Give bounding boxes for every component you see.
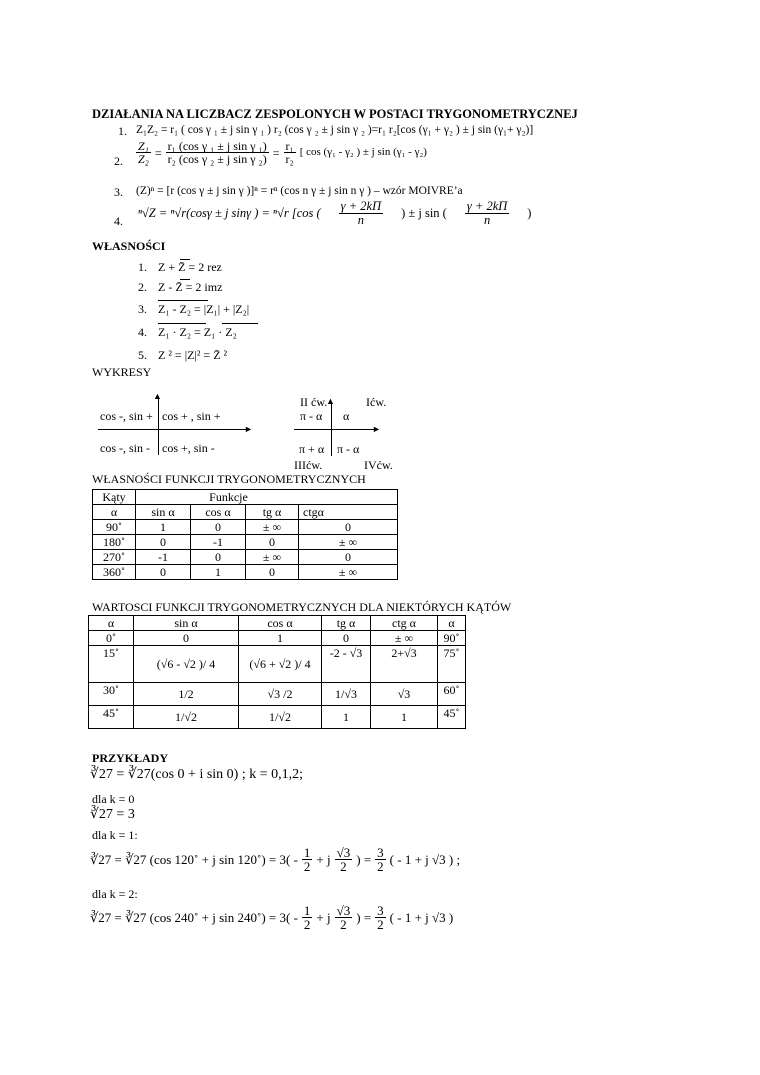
table-row [89, 706, 466, 729]
operation-3-formula: (Z)ⁿ = [r (cos γ ± j sin γ )]ⁿ = rⁿ (cos n γ ± j sin n γ ) – wzór MOIVRE’a [136, 185, 463, 197]
page-title: DZIAŁANIA NA LICZBACZ ZESPOLONYCH W POSTACI TRYGONOMETRYCZNEJ [92, 107, 578, 121]
table-cell: 0 [299, 520, 398, 535]
table-cell: 0 [134, 631, 239, 646]
k1-fraction-1: $\frac{1}{2}$ [303, 845, 311, 874]
table-cell: 0 [136, 535, 191, 550]
table-row [89, 683, 466, 706]
table-cell: 360˚ [93, 565, 136, 580]
table-header-row [89, 616, 466, 631]
table-cell: √3 [371, 683, 438, 706]
chart1-quadrant-1: cos + , sin + [162, 409, 221, 423]
chart1-quadrant-2: cos -, sin + [100, 409, 153, 423]
table-cell: -1 [136, 550, 191, 565]
operation-2-number: 2. [114, 154, 123, 168]
table-row [93, 535, 398, 550]
property-5: Z ² = |Z|² = Z̄ ² [158, 348, 228, 362]
operation-4-formula: ⁿ√Z = ⁿ√r(cosγ ± j sinγ ) = ⁿ√r [cos ( $\frac{\gamma + 2k\Pi}{n}$ ) ± j sin ( $\frac{\gamma + 2k\Pi}{n}$ ) [138, 199, 532, 227]
table-cell: (√6 + √2 )/ 4 [239, 646, 322, 683]
table-cell: 2+√3 [371, 646, 438, 683]
k1-fraction-3: $\frac{3}{2}$ [377, 845, 384, 874]
table-header-row [93, 490, 398, 505]
example-k0-label: dla k = 0 [92, 792, 135, 806]
table-cell: 270˚ [93, 550, 136, 565]
table-cell: 1 [136, 520, 191, 535]
table-cell: 1 [371, 706, 438, 729]
properties-title: WŁASNOŚCI [92, 239, 166, 253]
chart1-y-arrow-icon: ▲ [153, 391, 162, 401]
property-3-number: 3. [138, 302, 147, 316]
table-cell: 0 [246, 565, 299, 580]
op4-fraction-1: $\frac{\gamma + 2k\Pi}{n}$ [340, 199, 382, 227]
table-header-cell: tg α [246, 505, 299, 520]
table-header-row [93, 505, 398, 520]
property-1: Z + Z̄ = 2 rez [158, 260, 222, 274]
table-cell: 1 [191, 565, 246, 580]
property-4-number: 4. [138, 325, 147, 339]
example-k2-equation: ∛27 = ∛27 (cos 240˚ + j sin 240˚) = 3( - $\frac{1}{2}$ + j $\frac{√3}{2}$ ) = $\frac{3}{2}$ ( - 1 + j √3 ) [90, 903, 454, 932]
table-cell: 1 [239, 631, 322, 646]
table-row [89, 631, 466, 646]
table-cell: 90˚ [438, 631, 466, 646]
table-row [93, 565, 398, 580]
operation-4-number: 4. [114, 214, 123, 228]
operation-1-number: 1. [118, 124, 127, 138]
table-cell: 90˚ [93, 520, 136, 535]
chart2-quadrant-3-label: IIIćw. [294, 458, 323, 472]
example-k1-equation: ∛27 = ∛27 (cos 120˚ + j sin 120˚) = 3( - $\frac{1}{2}$ + j $\frac{√3}{2}$ ) = $\frac{3}{2}$ ( - 1 + j √3 ) ; [90, 845, 461, 874]
op4-fraction-2: $\frac{\gamma + 2k\Pi}{n}$ [466, 199, 508, 227]
table-row [93, 520, 398, 535]
table-header-cell: cos α [239, 616, 322, 631]
table-cell: 1 [322, 706, 371, 729]
table-cell: -2 - √3 [322, 646, 371, 683]
property-1-number: 1. [138, 260, 147, 274]
charts-title: WYKRESY [92, 365, 152, 379]
operation-2-formula: $\frac{\text{Z₁}}{\text{Z₂}}$ = $\frac{\text{r₁ (cos γ ₁ ± j sin γ ₁)}}{\text{r₂ (cos γ ₂ ± j sin γ ₂)}}$ = $\frac{\text{r₁}}{\text{r₂}}$ [ cos (γ₁ - γ₂ ) ± j sin (γ₁ - γ₂) [138, 139, 427, 166]
chart2-quadrant-4: π - α [337, 442, 360, 456]
table-cell: 0 [299, 550, 398, 565]
table-cell: ± ∞ [299, 535, 398, 550]
overline [180, 259, 190, 260]
k1-fraction-2: $\frac{√3}{2}$ [336, 845, 351, 874]
table-cell: 0 [246, 535, 299, 550]
trig-values-table [88, 615, 466, 729]
table-cell: 0˚ [89, 631, 134, 646]
table-header-cell: ctgα [299, 505, 398, 520]
examples-title: PRZYKŁADY [92, 751, 169, 765]
chart2-quadrant-3: π + α [299, 442, 325, 456]
chart2-x-arrow-icon: ► [372, 424, 381, 434]
chart1-y-axis [158, 397, 159, 455]
chart2-x-axis [294, 429, 374, 430]
chart1-quadrant-4: cos +, sin - [162, 441, 215, 455]
trig-properties-table [92, 489, 398, 580]
table-row [89, 646, 466, 683]
chart2-y-arrow-icon: ▲ [326, 396, 335, 406]
table-row [93, 550, 398, 565]
operation-3-number: 3. [114, 185, 123, 199]
table2-title: WARTOSCI FUNKCJI TRYGONOMETRYCZNYCH DLA NIEKTÓRYCH KĄTÓW [92, 600, 512, 614]
table-cell: 1/√3 [322, 683, 371, 706]
chart2-quadrant-2: π - α [300, 409, 323, 423]
table-header-cell: ctg α [371, 616, 438, 631]
overline [158, 300, 208, 301]
table-cell: 1/√2 [134, 706, 239, 729]
example-k1-label: dla k = 1: [92, 828, 138, 842]
table-header-cell: Funkcje [136, 490, 398, 505]
table1-title: WŁASNOŚCI FUNKCJI TRYGONOMETRYCZNYCH [92, 472, 366, 486]
overline [222, 323, 258, 324]
chart2-quadrant-1: α [343, 409, 350, 423]
operation-1-formula: Z₁Z₂ = r₁ ( cos γ ₁ ± j sin γ ₁ ) r₂ (cos γ ₂ ± j sin γ ₂ )=r₁ r₂[cos (γ₁ + γ₂ ) ± j sin (γ₁+ γ₂)] [136, 124, 534, 136]
example-line-1: ∛27 = ∛27(cos 0 + i sin 0) ; k = 0,1,2; [90, 767, 304, 782]
chart2-quadrant-2-label: II ćw. [300, 395, 328, 409]
table-header-cell: α [93, 505, 136, 520]
table-cell: 45˚ [438, 706, 466, 729]
table-cell: -1 [191, 535, 246, 550]
table-header-cell: α [89, 616, 134, 631]
table-cell: ± ∞ [246, 520, 299, 535]
op2-r-fraction: $\frac{\text{r₁}}{\text{r₂}}$ [285, 139, 294, 166]
table-header-cell: sin α [134, 616, 239, 631]
property-2: Z - Z̄ = 2 imz [158, 280, 223, 294]
table-cell: 0 [191, 520, 246, 535]
table-cell: 15˚ [89, 646, 134, 683]
table-cell: 180˚ [93, 535, 136, 550]
chart2-quadrant-4-label: IVćw. [364, 458, 393, 472]
table-cell: ± ∞ [246, 550, 299, 565]
table-cell: 60˚ [438, 683, 466, 706]
table-header-cell: cos α [191, 505, 246, 520]
chart1-quadrant-3: cos -, sin - [100, 441, 150, 455]
table-cell: ± ∞ [371, 631, 438, 646]
chart2-quadrant-1-label: Ićw. [366, 395, 387, 409]
k2-fraction-1: $\frac{1}{2}$ [303, 903, 311, 932]
overline [180, 279, 190, 280]
chart1-x-arrow-icon: ► [244, 424, 253, 434]
property-4: Z₁ · Z₂ = Z₁ · Z₂ [158, 325, 237, 339]
table-cell: 45˚ [89, 706, 134, 729]
table-header-cell: α [438, 616, 466, 631]
table-cell: √3 /2 [239, 683, 322, 706]
table-cell: 75˚ [438, 646, 466, 683]
table-cell: 1/2 [134, 683, 239, 706]
table-cell: 0 [191, 550, 246, 565]
chart1-x-axis [98, 429, 246, 430]
table-header-cell: tg α [322, 616, 371, 631]
table-cell: 1/√2 [239, 706, 322, 729]
table-cell: 30˚ [89, 683, 134, 706]
property-5-number: 5. [138, 348, 147, 362]
table-header-cell: Kąty [93, 490, 136, 505]
table-cell: (√6 - √2 )/ 4 [134, 646, 239, 683]
table-header-cell: sin α [136, 505, 191, 520]
table-cell: 0 [136, 565, 191, 580]
op2-mid-fraction: $\frac{\text{r₁ (cos γ ₁ ± j sin γ ₁)}}{\text{r₂ (cos γ ₂ ± j sin γ ₂)}}$ [167, 139, 267, 166]
k2-fraction-3: $\frac{3}{2}$ [377, 903, 384, 932]
example-k0-equation: ∛27 = 3 [90, 807, 135, 822]
overline [158, 323, 206, 324]
property-3: Z₁ - Z₂ = |Z₁| + |Z₂| [158, 302, 250, 316]
table-cell: 0 [322, 631, 371, 646]
op2-lhs-fraction: $\frac{\text{Z₁}}{\text{Z₂}}$ [138, 139, 149, 166]
k2-fraction-2: $\frac{√3}{2}$ [336, 903, 351, 932]
table-cell: ± ∞ [299, 565, 398, 580]
property-2-number: 2. [138, 280, 147, 294]
example-k2-label: dla k = 2: [92, 887, 138, 901]
